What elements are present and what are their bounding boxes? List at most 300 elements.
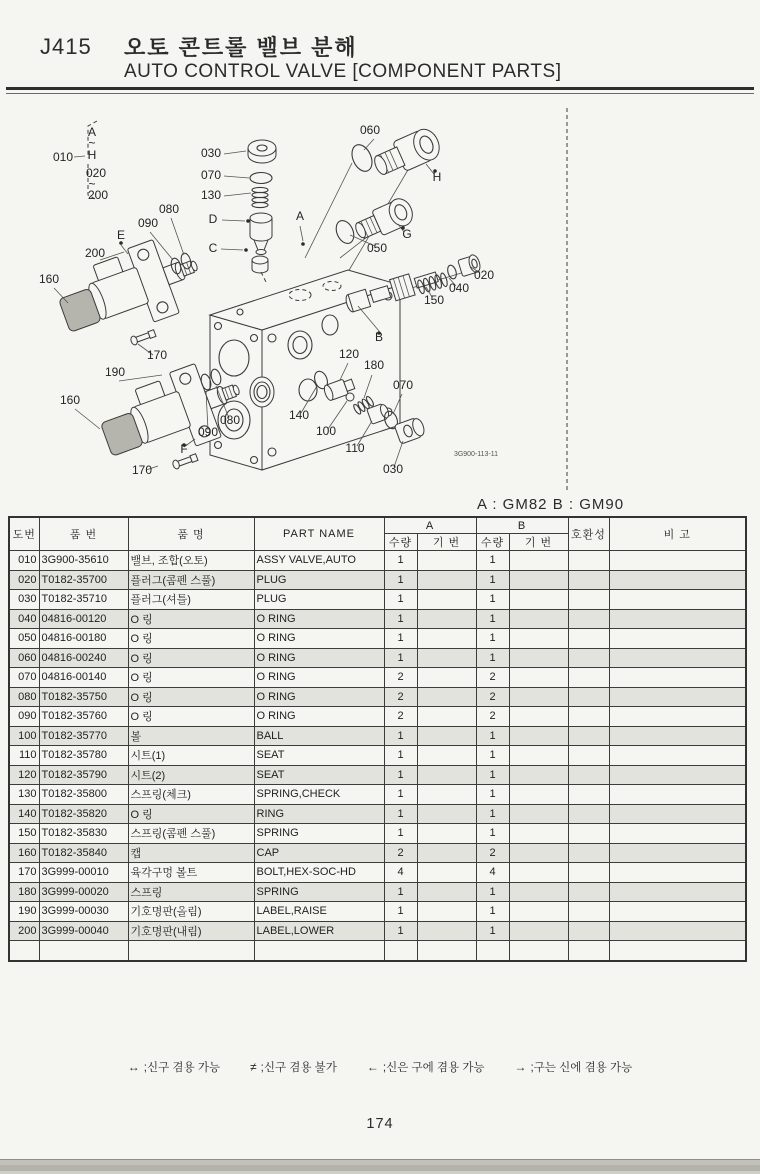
diagram-callout: E	[116, 228, 126, 242]
cell-a_ser	[417, 629, 476, 649]
cell-a_ser	[417, 570, 476, 590]
diagram-callout: B	[374, 330, 384, 344]
cell-part_name: SPRING	[254, 824, 384, 844]
diagram-callout: C	[208, 241, 218, 255]
cell-name_ko: 육각구멍 볼트	[128, 863, 254, 883]
diagram-callout: 070	[200, 168, 222, 182]
document-code: J415	[40, 34, 92, 59]
cell-a_qty: 1	[384, 765, 417, 785]
cell-no: 030	[9, 590, 39, 610]
cell-no: 020	[9, 570, 39, 590]
cell-a_qty: 2	[384, 668, 417, 688]
cell-compat	[568, 687, 609, 707]
cell-no: 190	[9, 902, 39, 922]
cell-b_ser	[509, 590, 568, 610]
diagram-callout: A	[295, 209, 305, 223]
legend-item	[250, 1059, 337, 1075]
table-header	[9, 517, 746, 551]
cell-part_name: ASSY VALVE,AUTO	[254, 551, 384, 571]
cell-part_no: T0182-35800	[39, 785, 128, 805]
page-number: 174	[366, 1116, 394, 1132]
cell-b_qty: 1	[476, 804, 509, 824]
col-header-serial-b: 기 번	[509, 534, 568, 551]
diagram-callout: ~	[88, 177, 96, 191]
table-row	[9, 785, 746, 805]
diagram-callout: H	[87, 148, 97, 162]
cell-part_no: T0182-35750	[39, 687, 128, 707]
cell-no: 160	[9, 843, 39, 863]
cell-name_ko: 볼	[128, 726, 254, 746]
table-row	[9, 804, 746, 824]
table-row	[9, 824, 746, 844]
diagram-callout: 040	[448, 281, 470, 295]
cell-remarks	[609, 707, 746, 727]
table-row	[9, 746, 746, 766]
cell-b_qty: 1	[476, 902, 509, 922]
cell-a_ser	[417, 863, 476, 883]
cell-no: 120	[9, 765, 39, 785]
cell-a_ser	[417, 785, 476, 805]
cell-remarks	[609, 882, 746, 902]
cell-a_ser	[417, 668, 476, 688]
diagram-callout: 130	[200, 188, 222, 202]
cell-b_qty: 1	[476, 551, 509, 571]
cell-b_ser	[509, 668, 568, 688]
cell-no: 090	[9, 707, 39, 727]
cell-part_no: T0182-35760	[39, 707, 128, 727]
cell-name_ko: 스프링	[128, 882, 254, 902]
cell-part_no: 3G999-00040	[39, 921, 128, 941]
cell-part_no: T0182-35820	[39, 804, 128, 824]
cell-part_name: RING	[254, 804, 384, 824]
cell-name_ko: 시트(2)	[128, 765, 254, 785]
cell-remarks	[609, 765, 746, 785]
cell-name_ko: O 링	[128, 629, 254, 649]
o-ring-040	[446, 264, 458, 280]
cell-a_ser	[417, 824, 476, 844]
cell-part_name: BALL	[254, 726, 384, 746]
cell-a_ser	[417, 882, 476, 902]
cell-name_ko: O 링	[128, 707, 254, 727]
legend-text: ;신구 겸용 불가	[260, 1062, 337, 1074]
cell-name_ko: O 링	[128, 687, 254, 707]
torn-edge	[0, 1159, 760, 1174]
cell-b_qty: 1	[476, 590, 509, 610]
cell-a_qty: 1	[384, 785, 417, 805]
cell-a_ser	[417, 707, 476, 727]
diagram-callout: 080	[158, 202, 180, 216]
cell-a_ser	[417, 551, 476, 571]
col-header-name-ko: 품 명	[128, 517, 254, 551]
cell-remarks	[609, 609, 746, 629]
cell-part_name: LABEL,RAISE	[254, 902, 384, 922]
cell-no: 170	[9, 863, 39, 883]
cell-b_ser	[509, 707, 568, 727]
cell-no: 150	[9, 824, 39, 844]
legend-text: ;구는 신에 겸용 가능	[530, 1062, 633, 1074]
cell-no: 050	[9, 629, 39, 649]
table-row	[9, 668, 746, 688]
table-row	[9, 629, 746, 649]
cell-b_qty: 1	[476, 765, 509, 785]
cell-name_ko: O 링	[128, 609, 254, 629]
diagram-callout: 080	[219, 413, 241, 427]
cell-compat	[568, 785, 609, 805]
cell-b_ser	[509, 765, 568, 785]
diagram-callout: 030	[200, 146, 222, 160]
cell-no: 200	[9, 921, 39, 941]
cell-name_ko: 플러그(콤펜 스풀)	[128, 570, 254, 590]
cell-b_ser	[509, 863, 568, 883]
cell-b_qty: 2	[476, 707, 509, 727]
cell-no: 070	[9, 668, 39, 688]
col-header-no: 도번	[9, 517, 39, 551]
cell-name_ko: 스프링(콤펜 스풀)	[128, 824, 254, 844]
table-row	[9, 590, 746, 610]
cell-part_name: O RING	[254, 609, 384, 629]
cell-compat	[568, 882, 609, 902]
cell-part_no: T0182-35840	[39, 843, 128, 863]
cell-a_ser	[417, 609, 476, 629]
diagram-callout: 170	[146, 348, 168, 362]
table-row	[9, 687, 746, 707]
cell-name_ko: 기호명판(올림)	[128, 902, 254, 922]
cell-a_qty: 1	[384, 746, 417, 766]
diagram-callout: 020	[473, 268, 495, 282]
cell-b_qty: 1	[476, 648, 509, 668]
cell-part_no: 3G999-00010	[39, 863, 128, 883]
cell-a_ser	[417, 921, 476, 941]
cell-a_qty: 1	[384, 570, 417, 590]
cell-part_name: O RING	[254, 629, 384, 649]
cell-compat	[568, 609, 609, 629]
cell-remarks	[609, 824, 746, 844]
table-row	[9, 551, 746, 571]
table-row	[9, 921, 746, 941]
cell-a_ser	[417, 765, 476, 785]
cell-compat	[568, 629, 609, 649]
cell-remarks	[609, 590, 746, 610]
cell-a_qty: 1	[384, 824, 417, 844]
cell-remarks	[609, 648, 746, 668]
diagram-callout: 090	[197, 425, 219, 439]
cell-part_name: O RING	[254, 648, 384, 668]
cell-b_qty: 2	[476, 668, 509, 688]
cell-remarks	[609, 921, 746, 941]
table-row	[9, 902, 746, 922]
cell-a_ser	[417, 648, 476, 668]
legend-text: ;신은 구에 겸용 가능	[382, 1062, 485, 1074]
diagram-callout: 150	[423, 293, 445, 307]
diagram-callout: 020	[85, 166, 107, 180]
cell-a_ser	[417, 687, 476, 707]
col-header-remarks: 비 고	[609, 517, 746, 551]
cell-remarks	[609, 570, 746, 590]
cell-part_no: T0182-35830	[39, 824, 128, 844]
cell-part_no: T0182-35770	[39, 726, 128, 746]
cell-remarks	[609, 668, 746, 688]
cell-b_ser	[509, 629, 568, 649]
diagram-callout: A	[87, 125, 97, 139]
parts-table	[8, 516, 747, 962]
cell-compat	[568, 570, 609, 590]
diagram-callout: 100	[315, 424, 337, 438]
cell-compat	[568, 648, 609, 668]
new-fits-old-icon: ←	[366, 1060, 379, 1074]
cell-a_qty: 2	[384, 707, 417, 727]
cell-name_ko: O 링	[128, 648, 254, 668]
cell-no: 180	[9, 882, 39, 902]
cell-a_ser	[417, 590, 476, 610]
cell-b_qty: 1	[476, 785, 509, 805]
cell-remarks	[609, 902, 746, 922]
cell-part_name: SPRING	[254, 882, 384, 902]
diagram-callout: 200	[84, 246, 106, 260]
cell-part_name: BOLT,HEX-SOC-HD	[254, 863, 384, 883]
cell-part_no: 04816-00180	[39, 629, 128, 649]
diagram-callout: H	[432, 170, 442, 184]
cell-b_ser	[509, 648, 568, 668]
diagram-callout: 190	[104, 365, 126, 379]
diagram-callout: 120	[338, 347, 360, 361]
table-row	[9, 863, 746, 883]
cell-name_ko: O 링	[128, 804, 254, 824]
col-header-part-no: 품 번	[39, 517, 128, 551]
cell-compat	[568, 804, 609, 824]
cell-part_no: 04816-00140	[39, 668, 128, 688]
cell-b_qty: 1	[476, 882, 509, 902]
table-row	[9, 843, 746, 863]
cell-name_ko: 플러그(셔틀)	[128, 590, 254, 610]
cell-b_ser	[509, 804, 568, 824]
diagram-callout: 160	[38, 272, 60, 286]
header-rule-thin	[6, 93, 754, 94]
cell-remarks	[609, 863, 746, 883]
col-header-qty-b: 수량	[476, 534, 509, 551]
cell-no: 110	[9, 746, 39, 766]
cell-a_qty: 1	[384, 648, 417, 668]
cell-b_qty: 4	[476, 863, 509, 883]
cell-part_name: O RING	[254, 668, 384, 688]
cell-a_qty: 1	[384, 726, 417, 746]
cell-a_qty: 1	[384, 882, 417, 902]
cell-remarks	[609, 726, 746, 746]
table-filler	[9, 941, 746, 961]
cell-remarks	[609, 629, 746, 649]
check-valve-stack	[248, 140, 276, 282]
cell-compat	[568, 707, 609, 727]
cell-a_qty: 2	[384, 843, 417, 863]
legend	[0, 1059, 760, 1075]
cell-part_no: T0182-35710	[39, 590, 128, 610]
cell-a_ser	[417, 804, 476, 824]
cell-a_qty: 1	[384, 804, 417, 824]
cell-no: 140	[9, 804, 39, 824]
interchangeable-both-icon: ↔	[127, 1060, 140, 1074]
cell-remarks	[609, 551, 746, 571]
table-row	[9, 570, 746, 590]
header-rule-thick	[6, 87, 754, 90]
solenoid-upper	[50, 228, 215, 364]
cell-a_ser	[417, 726, 476, 746]
not-interchangeable-icon: ≠	[250, 1060, 257, 1074]
table-row	[9, 648, 746, 668]
legend-item	[128, 1059, 220, 1075]
cell-part_name: SPRING,CHECK	[254, 785, 384, 805]
cell-b_ser	[509, 726, 568, 746]
cell-part_no: 04816-00240	[39, 648, 128, 668]
cell-compat	[568, 765, 609, 785]
cell-remarks	[609, 804, 746, 824]
cell-b_qty: 2	[476, 843, 509, 863]
cell-name_ko: 기호명판(내림)	[128, 921, 254, 941]
diagram-callout: 200	[87, 188, 109, 202]
cell-compat	[568, 902, 609, 922]
cell-b_ser	[509, 921, 568, 941]
cell-compat	[568, 726, 609, 746]
cell-part_name: PLUG	[254, 590, 384, 610]
cell-b_qty: 1	[476, 609, 509, 629]
cell-b_qty: 1	[476, 824, 509, 844]
cell-part_name: O RING	[254, 707, 384, 727]
col-header-qty-a: 수량	[384, 534, 417, 551]
cell-a_ser	[417, 843, 476, 863]
cell-compat	[568, 824, 609, 844]
cell-no: 100	[9, 726, 39, 746]
cell-name_ko: 캡	[128, 843, 254, 863]
cell-no: 130	[9, 785, 39, 805]
cell-compat	[568, 551, 609, 571]
cell-compat	[568, 668, 609, 688]
exploded-parts-diagram	[0, 100, 760, 500]
cell-no: 060	[9, 648, 39, 668]
cell-b_ser	[509, 843, 568, 863]
cell-part_no: 3G999-00030	[39, 902, 128, 922]
diagram-callout: 070	[392, 378, 414, 392]
cell-b_qty: 1	[476, 570, 509, 590]
cell-part_name: SEAT	[254, 765, 384, 785]
cell-b_ser	[509, 746, 568, 766]
legend-text: ;신구 겸용 가능	[143, 1062, 221, 1074]
page-title-korean: 오토 콘트롤 밸브 분해	[124, 35, 358, 60]
cell-part_name: CAP	[254, 843, 384, 863]
cell-part_no: 3G999-00020	[39, 882, 128, 902]
cell-part_name: SEAT	[254, 746, 384, 766]
cell-a_qty: 1	[384, 629, 417, 649]
legend-item	[367, 1059, 485, 1075]
diagram-callout: F	[180, 442, 188, 456]
cell-name_ko: 시트(1)	[128, 746, 254, 766]
cell-a_qty: 4	[384, 863, 417, 883]
cell-remarks	[609, 746, 746, 766]
cell-name_ko: O 링	[128, 668, 254, 688]
cell-b_ser	[509, 570, 568, 590]
col-header-compat: 호환성	[568, 517, 609, 551]
diagram-callout: D	[208, 212, 218, 226]
cell-a_qty: 1	[384, 902, 417, 922]
diagram-callout: ~	[88, 136, 96, 150]
diagram-callout: 3G900-113-11	[453, 451, 499, 458]
diagram-callout: G	[402, 227, 412, 241]
table-body	[9, 551, 746, 941]
diagram-callout: 140	[288, 408, 310, 422]
cell-b_qty: 1	[476, 746, 509, 766]
cell-no: 010	[9, 551, 39, 571]
cell-part_no: 3G900-35610	[39, 551, 128, 571]
cell-b_ser	[509, 609, 568, 629]
cell-b_ser	[509, 687, 568, 707]
cell-remarks	[609, 843, 746, 863]
diagram-callout: 110	[345, 441, 365, 455]
col-header-group-a: A	[384, 517, 476, 534]
cell-name_ko: 밸브, 조합(오토)	[128, 551, 254, 571]
cell-a_qty: 1	[384, 590, 417, 610]
cell-compat	[568, 843, 609, 863]
cell-compat	[568, 590, 609, 610]
cell-part_name: PLUG	[254, 570, 384, 590]
diagram-callout: 010	[52, 150, 74, 164]
col-header-serial-a: 기 번	[417, 534, 476, 551]
diagram-callout: 180	[363, 358, 385, 372]
cell-b_qty: 1	[476, 726, 509, 746]
cell-part_no: T0182-35700	[39, 570, 128, 590]
table-row	[9, 882, 746, 902]
cell-a_ser	[417, 746, 476, 766]
cell-name_ko: 스프링(체크)	[128, 785, 254, 805]
cell-part_name: LABEL,LOWER	[254, 921, 384, 941]
diagram-callout: 160	[59, 393, 81, 407]
table-row	[9, 726, 746, 746]
cell-b_qty: 2	[476, 687, 509, 707]
cell-compat	[568, 921, 609, 941]
cell-no: 040	[9, 609, 39, 629]
table-row	[9, 707, 746, 727]
cell-a_qty: 1	[384, 921, 417, 941]
model-applicability-note: A : GM82 B : GM90	[477, 496, 625, 513]
cell-part_no: 04816-00120	[39, 609, 128, 629]
old-fits-new-icon: →	[514, 1060, 527, 1074]
diagram-callout: 090	[137, 216, 159, 230]
cell-a_qty: 2	[384, 687, 417, 707]
o-ring-060	[348, 142, 376, 175]
cell-part_name: O RING	[254, 687, 384, 707]
cell-no: 080	[9, 687, 39, 707]
diagram-callout: 030	[382, 462, 404, 476]
cell-compat	[568, 746, 609, 766]
col-header-group-b: B	[476, 517, 568, 534]
cell-part_no: T0182-35790	[39, 765, 128, 785]
cell-b_ser	[509, 551, 568, 571]
legend-item	[515, 1059, 633, 1075]
diagram-callout: 060	[359, 123, 381, 137]
cell-b_ser	[509, 824, 568, 844]
diagram-callout: 050	[366, 241, 388, 255]
cell-remarks	[609, 785, 746, 805]
cell-a_ser	[417, 902, 476, 922]
cell-b_ser	[509, 882, 568, 902]
cell-b_ser	[509, 902, 568, 922]
cell-part_no: T0182-35780	[39, 746, 128, 766]
col-header-part-name: PART NAME	[254, 517, 384, 551]
page-title-english: AUTO CONTROL VALVE [COMPONENT PARTS]	[124, 61, 562, 82]
cell-b_qty: 1	[476, 629, 509, 649]
cell-b_qty: 1	[476, 921, 509, 941]
cell-a_qty: 1	[384, 609, 417, 629]
diagram-callout: 170	[131, 463, 153, 477]
cell-a_qty: 1	[384, 551, 417, 571]
cell-b_ser	[509, 785, 568, 805]
o-ring-050	[333, 218, 357, 246]
